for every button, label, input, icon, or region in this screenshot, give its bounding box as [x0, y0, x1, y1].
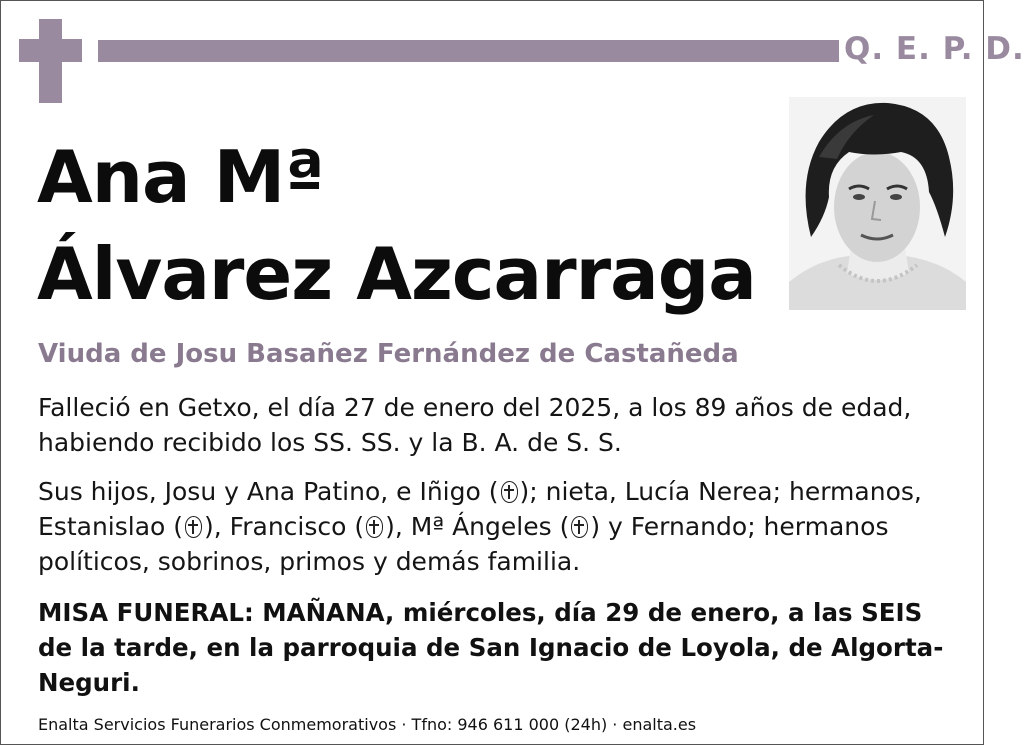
deceased-cross-icon: [501, 481, 518, 503]
portrait-photo: [789, 97, 966, 310]
family-line-3: políticos, sobrinos, primos y demás familia.: [38, 547, 581, 576]
mass-line-1: MISA FUNERAL: MAÑANA, miércoles, día 29 de enero, a las SEIS: [38, 598, 923, 627]
header-rule: [98, 40, 839, 62]
name-line-1: Ana Mª: [37, 135, 324, 219]
latin-cross-icon: [19, 19, 82, 103]
death-line-2: habiendo recibido los SS. SS. y la B. A. de S. S.: [38, 428, 622, 457]
qepd-label: Q. E. P. D.: [844, 31, 1025, 67]
widow-of-subtitle: Viuda de Josu Basañez Fernández de Castañeda: [38, 339, 739, 369]
funeral-mass-details: [38, 595, 944, 700]
deceased-name: [37, 129, 777, 323]
family-line-1: Sus hijos, Josu y Ana Patino, e Iñigo ( ); nieta, Lucía Nerea; hermanos,: [38, 477, 922, 506]
mass-line-3: Neguri.: [38, 668, 140, 697]
family-line-2: Estanislao ( ), Francisco ( ), Mª Ángeles ( ) y Fernando; hermanos: [38, 512, 889, 541]
deceased-cross-icon: [571, 516, 588, 538]
name-line-2: Álvarez Azcarraga: [37, 232, 756, 316]
death-announcement: [38, 390, 938, 460]
funeral-home-footer: Enalta Servicios Funerarios Conmemorativos · Tfno: 946 611 000 (24h) · enalta.es: [38, 715, 697, 734]
death-line-1: Falleció en Getxo, el día 27 de enero del 2025, a los 89 años de edad,: [38, 393, 912, 422]
mass-line-2: de la tarde, en la parroquia de San Ignacio de Loyola, de Algorta-: [38, 633, 944, 662]
deceased-cross-icon: [185, 516, 202, 538]
family-mourners: [38, 474, 938, 579]
deceased-cross-icon: [366, 516, 383, 538]
